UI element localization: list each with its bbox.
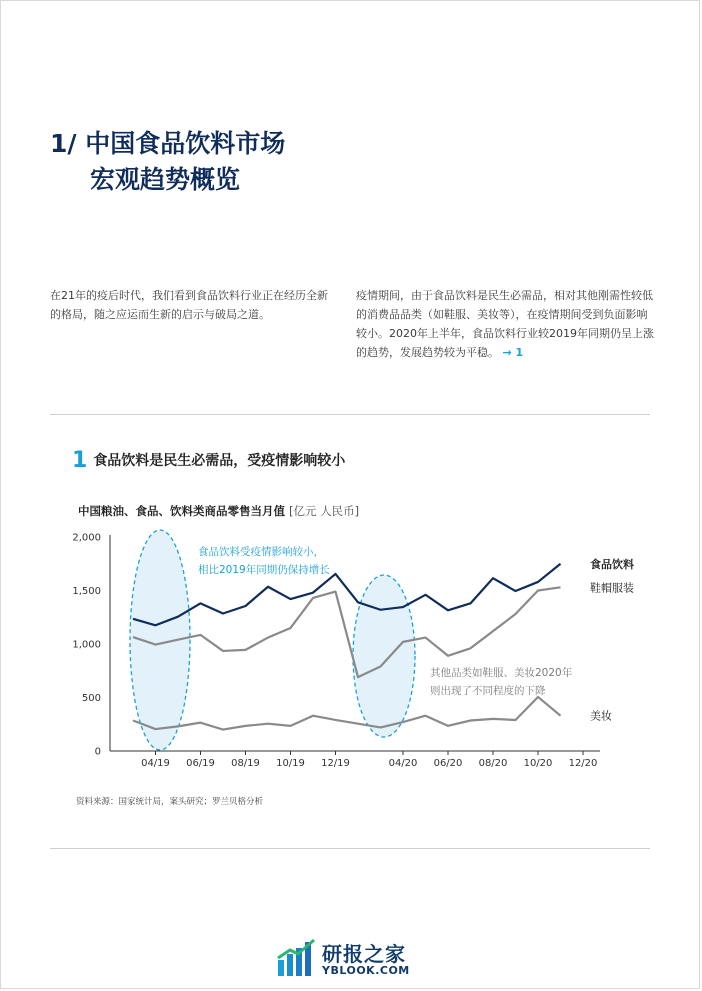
x-tick-label: 04/19	[141, 758, 170, 769]
highlight-ellipse-2020	[353, 575, 415, 737]
x-tick-label: 12/20	[568, 758, 598, 769]
x-tick-label: 06/20	[433, 758, 463, 769]
annotation-text: 其他品类如鞋服、美妆2020年	[430, 667, 573, 679]
x-tick-label: 08/20	[478, 758, 508, 769]
y-tick-label: 0	[94, 746, 101, 758]
intro-left-paragraph: 在21年的疫后时代，我们看到食品饮料行业正在经历全新的格局，随之应运而生新的启示与破局之道。	[50, 289, 328, 321]
chart-unit: [亿元 人民币]	[289, 504, 360, 518]
x-tick-label: 10/20	[523, 758, 553, 769]
divider-bottom	[50, 848, 650, 849]
annotation-text: 食品饮料受疫情影响较小，	[198, 546, 324, 558]
series-line	[133, 587, 561, 677]
site-logo	[276, 936, 436, 980]
x-tick-label: 04/20	[388, 758, 418, 769]
source-note: 资料来源：国家统计局，案头研究；罗兰贝格分析	[76, 797, 264, 807]
page-title-line-2: 宏观趋势概览	[90, 165, 241, 194]
series-label: 美妆	[590, 709, 612, 723]
page-title-line-1: 1/ 中国食品饮料市场	[50, 129, 286, 158]
x-tick-label: 10/19	[276, 758, 305, 769]
x-tick-label: 08/19	[231, 758, 260, 769]
series-label: 食品饮料	[590, 557, 634, 571]
annotation-text: 则出现了不同程度的下降	[430, 685, 546, 697]
logo-url: YBLOOK.COM	[322, 964, 410, 977]
y-tick-label: 2,000	[72, 532, 101, 544]
section-number: 1	[72, 448, 88, 473]
y-tick-label: 500	[81, 693, 101, 704]
y-tick-label: 1,000	[72, 639, 101, 651]
annotation-text: 相比2019年同期仍保持增长	[198, 564, 330, 576]
bar-chart-logo-icon	[276, 936, 320, 980]
series-label: 鞋帽服装	[590, 581, 634, 595]
section-heading-text: 食品饮料是民生必需品，受疫情影响较小	[93, 453, 346, 469]
logo-name: 研报之家	[322, 942, 406, 966]
x-tick-label: 06/19	[186, 758, 215, 769]
chart-title-text: 中国粮油、食品、饮料类商品零售当月值	[78, 504, 285, 518]
series-line	[133, 697, 561, 730]
x-tick-label: 12/19	[321, 758, 350, 769]
intro-right-text: 疫情期间，由于食品饮料是民生必需品，相对其他刚需性较低的消费品品类（如鞋服、美妆等），在疫情期间受到负面影响较小。2020年上半年，食品饮料行业较2019年同期仍呈上涨的趋势，发展趋势较为平稳。	[356, 289, 654, 359]
y-tick-label: 1,500	[72, 586, 101, 597]
figure-reference-link[interactable]: → 1	[502, 346, 524, 359]
